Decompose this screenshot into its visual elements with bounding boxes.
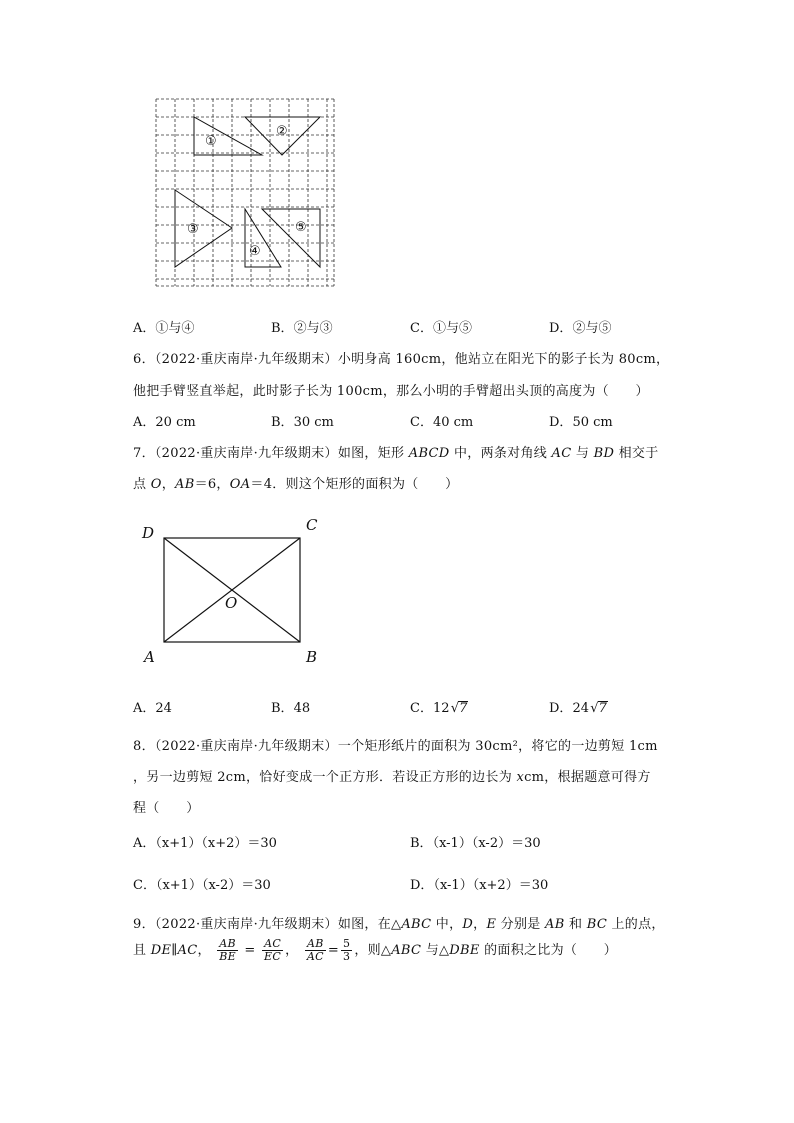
label-3: ③	[187, 222, 199, 237]
label-b: B	[306, 648, 318, 666]
q8-option-d[interactable]: D．（x-1）（x+2）＝30	[410, 878, 549, 893]
q8-stem-line3: 程（ ）	[133, 801, 200, 816]
label-o: O	[225, 594, 238, 612]
fraction-ab-over-ac: $\frac{AB}{AC}$	[306, 937, 324, 963]
q6-option-c[interactable]: C．40 cm	[410, 415, 474, 430]
q8-option-a[interactable]: A．（x+1）（x+2）＝30	[133, 836, 277, 851]
q5-option-b[interactable]: B．②与③	[271, 321, 333, 336]
q9-stem-line2: 且 DE∥AC， $\frac{AB}{BE}$ = $\frac{AC}{EC}$ ， $\frac{AB}{AC}$ = $\frac{5}{3}$ ，则△ABC 与△DBE 的面积之比为（ ）	[133, 937, 618, 963]
label-c: C	[306, 516, 318, 534]
q7-option-d[interactable]: D．24 √7	[549, 701, 607, 716]
q5-option-a[interactable]: A．①与④	[133, 321, 195, 336]
rectangle-abcd-figure	[135, 510, 335, 670]
q8-option-b[interactable]: B．（x-1）（x-2）＝30	[410, 836, 541, 851]
fraction-ab-over-be: $\frac{AB}{BE}$	[219, 937, 236, 963]
q6-option-a[interactable]: A．20 cm	[133, 415, 196, 430]
q8-stem-line2: ，另一边剪短 2cm，恰好变成一个正方形．若设正方形的边长为 xcm，根据题意可得方	[133, 770, 651, 785]
q6-stem-line2: 他把手臂竖直举起，此时影子长为 100cm，那么小明的手臂超出头顶的高度为（ ）	[133, 384, 649, 399]
triangle-3	[175, 190, 232, 267]
q7-stem-line2: 点 O，AB＝6，OA＝4．则这个矩形的面积为（ ）	[133, 477, 459, 492]
q9-stem-line1: 9．（2022·重庆南岸·九年级期末）如图，在△ABC 中，D，E 分别是 AB 和 BC 上的点，	[133, 917, 665, 932]
label-4: ④	[249, 244, 261, 259]
fraction-5-over-3: $\frac{5}{3}$	[343, 937, 351, 963]
q7-option-a[interactable]: A．24	[133, 701, 172, 716]
q6-option-b[interactable]: B．30 cm	[271, 415, 334, 430]
q7-stem-line1: 7．（2022·重庆南岸·九年级期末）如图，矩形 ABCD 中，两条对角线 AC 与 BD 相交于	[133, 446, 659, 461]
label-1: ①	[205, 134, 217, 149]
q8-stem-line1: 8．（2022·重庆南岸·九年级期末）一个矩形纸片的面积为 30cm²，将它的一边剪短 1cm	[133, 739, 658, 754]
q5-option-c[interactable]: C．①与⑤	[410, 321, 472, 336]
grid-triangles-figure	[150, 95, 340, 290]
label-2: ②	[276, 124, 288, 139]
label-a: A	[144, 648, 155, 666]
q8-option-c[interactable]: C．（x+1）（x-2）＝30	[133, 878, 271, 893]
fraction-ac-over-ec: $\frac{AC}{EC}$	[264, 937, 282, 963]
q6-option-d[interactable]: D．50 cm	[549, 415, 613, 430]
label-d: D	[142, 524, 155, 542]
label-5: ⑤	[295, 220, 307, 235]
q5-option-d[interactable]: D．②与⑤	[549, 321, 612, 336]
q6-stem-line1: 6．（2022·重庆南岸·九年级期末）小明身高 160cm，他站立在阳光下的影子长为 80cm，	[133, 352, 670, 367]
q7-option-b[interactable]: B．48	[271, 701, 311, 716]
triangle-5	[262, 209, 320, 267]
q7-option-c[interactable]: C．12 √7	[410, 701, 468, 716]
